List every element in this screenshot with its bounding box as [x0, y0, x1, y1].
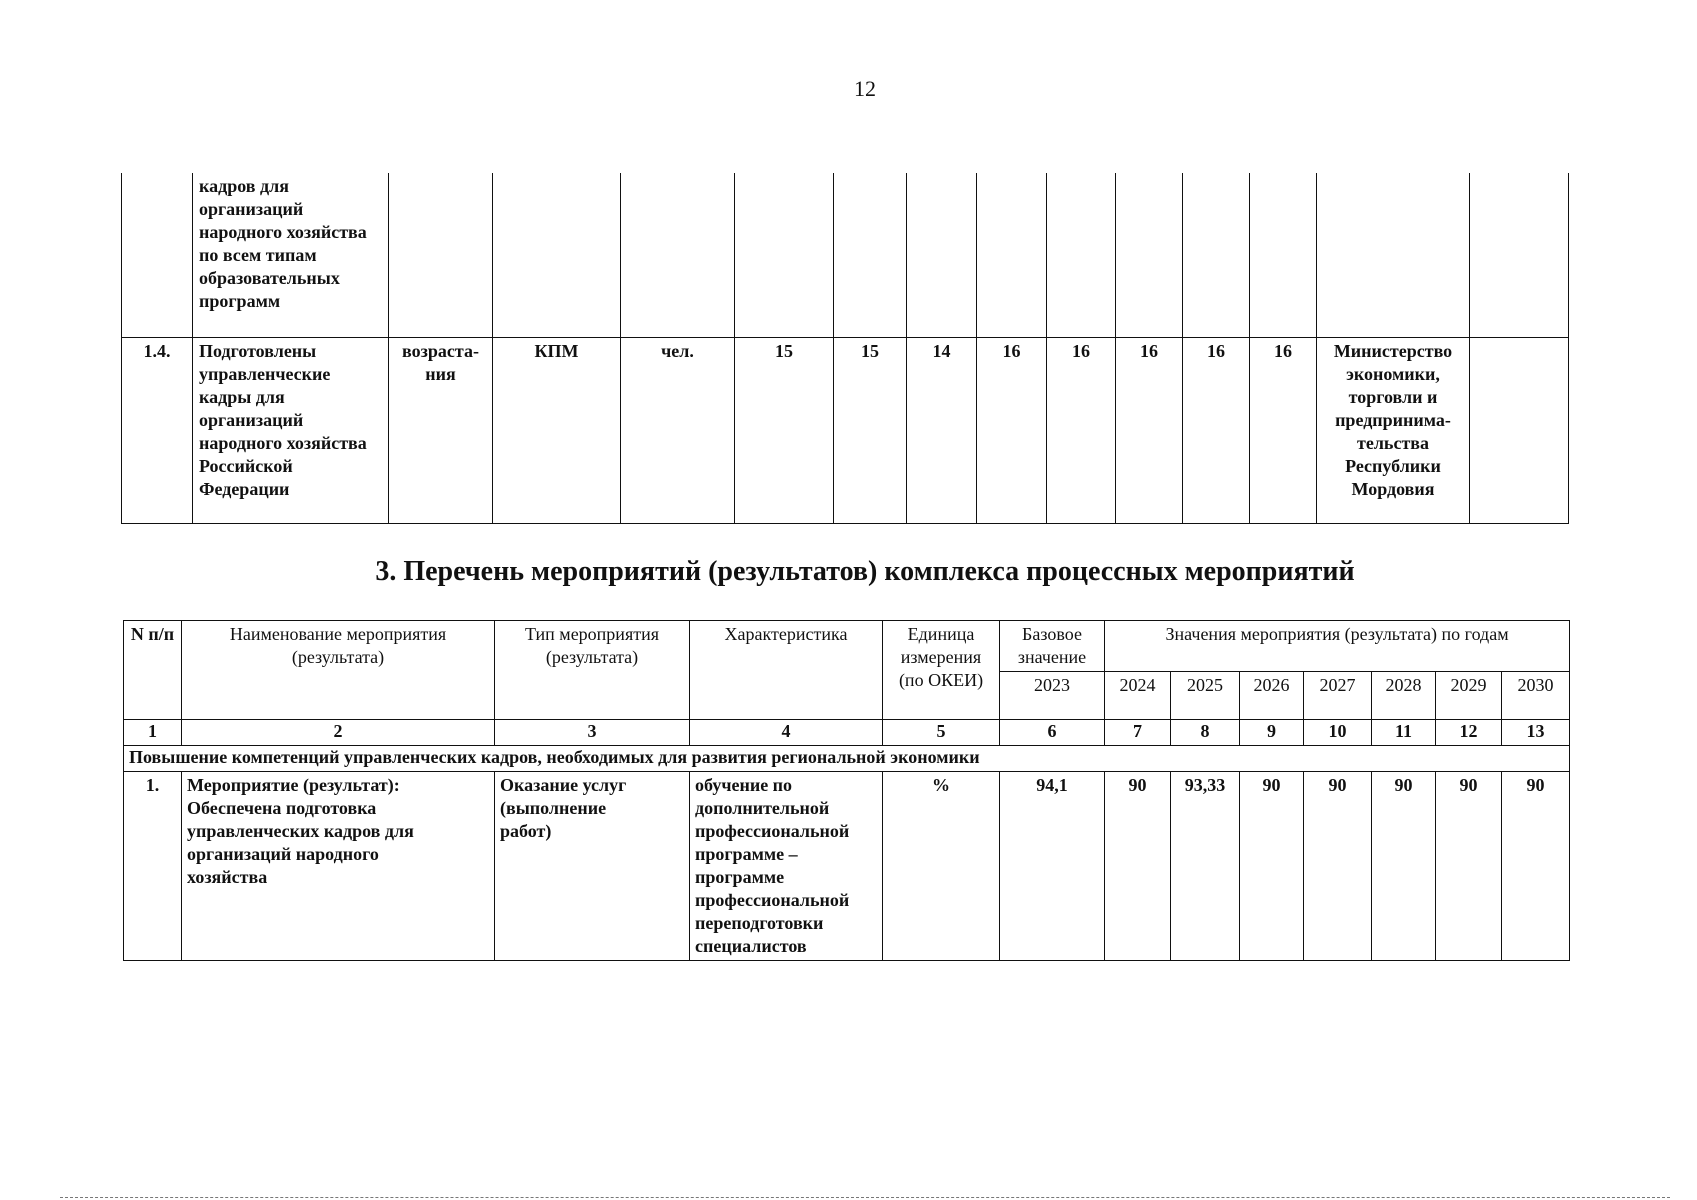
- cell-value: 90: [1502, 772, 1570, 961]
- cell-value: 16: [1116, 337, 1183, 523]
- header-values-by-year: Значения мероприятия (результата) по годам: [1105, 621, 1570, 672]
- header-type: Тип мероприятия (результата): [495, 621, 690, 720]
- column-number: 9: [1240, 720, 1304, 746]
- cell-direction: возраста-ния: [389, 337, 493, 523]
- cell-value: 16: [1250, 337, 1317, 523]
- header-name: Наименование мероприятия (результата): [182, 621, 495, 720]
- cell-value: 90: [1105, 772, 1171, 961]
- column-number: 8: [1171, 720, 1240, 746]
- header-year: 2027: [1304, 672, 1372, 720]
- header-base-year: 2023: [1000, 672, 1105, 720]
- cell-number: [122, 173, 193, 337]
- cell-unit: чел.: [621, 337, 735, 523]
- column-number: 2: [182, 720, 495, 746]
- column-number-row: [124, 720, 1570, 746]
- cell-value: 15: [735, 337, 834, 523]
- cell-value: 16: [977, 337, 1047, 523]
- cell-type: КПМ: [493, 337, 621, 523]
- header-year: 2026: [1240, 672, 1304, 720]
- cell-value: 90: [1436, 772, 1502, 961]
- indicators-table: [121, 173, 1569, 524]
- column-number: 12: [1436, 720, 1502, 746]
- table-header-row: [124, 621, 1570, 672]
- cell-responsible: Министерство экономики, торговли и предпринима-тельства Республики Мордовия: [1317, 337, 1470, 523]
- cell-value: 90: [1240, 772, 1304, 961]
- section-title: Повышение компетенций управленческих кадров, необходимых для развития региональной экономики: [124, 746, 1570, 772]
- header-year: 2025: [1171, 672, 1240, 720]
- cell-value: 14: [907, 337, 977, 523]
- cell-value: 16: [1047, 337, 1116, 523]
- column-number: 10: [1304, 720, 1372, 746]
- column-number: 4: [690, 720, 883, 746]
- cell-indicator-name: кадров для организаций народного хозяйства по всем типам образовательных программ: [193, 173, 389, 337]
- column-number: 11: [1372, 720, 1436, 746]
- cell-value: 90: [1304, 772, 1372, 961]
- header-unit: Единица измерения (по ОКЕИ): [883, 621, 1000, 720]
- header-year: 2030: [1502, 672, 1570, 720]
- table-row-continuation: [122, 173, 1569, 337]
- cell-indicator-name: Подготовлены управленческие кадры для организаций народного хозяйства Российской Федерации: [193, 337, 389, 523]
- table-row: [124, 772, 1570, 961]
- header-year: 2028: [1372, 672, 1436, 720]
- cell-value: 15: [834, 337, 907, 523]
- cell-value: 93,33: [1171, 772, 1240, 961]
- cell-base-value: 94,1: [1000, 772, 1105, 961]
- column-number: 7: [1105, 720, 1171, 746]
- header-year: 2029: [1436, 672, 1502, 720]
- page-number: 12: [854, 76, 876, 101]
- column-number: 13: [1502, 720, 1570, 746]
- column-number: 6: [1000, 720, 1105, 746]
- cell-unit: %: [883, 772, 1000, 961]
- cell-value: 16: [1183, 337, 1250, 523]
- cell-num: 1.: [124, 772, 182, 961]
- page-bottom-line: [60, 1197, 1670, 1199]
- column-number: 5: [883, 720, 1000, 746]
- header-year: 2024: [1105, 672, 1171, 720]
- cell-name: Мероприятие (результат): Обеспечена подготовка управленческих кадров для организаций народного хозяйства: [182, 772, 495, 961]
- cell-number: 1.4.: [122, 337, 193, 523]
- cell-extra: [1470, 337, 1569, 523]
- measures-table: [123, 620, 1570, 961]
- header-num: N п/п: [124, 621, 182, 720]
- header-characteristic: Характеристика: [690, 621, 883, 720]
- column-number: 3: [495, 720, 690, 746]
- section-heading: 3. Перечень мероприятий (результатов) комплекса процессных мероприятий: [375, 556, 1355, 587]
- cell-type: Оказание услуг (выполнение работ): [495, 772, 690, 961]
- table-row: [122, 337, 1569, 523]
- cell-characteristic: обучение по дополнительной профессиональной программе – программе профессиональной переподготовки специалистов: [690, 772, 883, 961]
- section-row: [124, 746, 1570, 772]
- header-base: Базовое значение: [1000, 621, 1105, 672]
- cell-value: 90: [1372, 772, 1436, 961]
- column-number: 1: [124, 720, 182, 746]
